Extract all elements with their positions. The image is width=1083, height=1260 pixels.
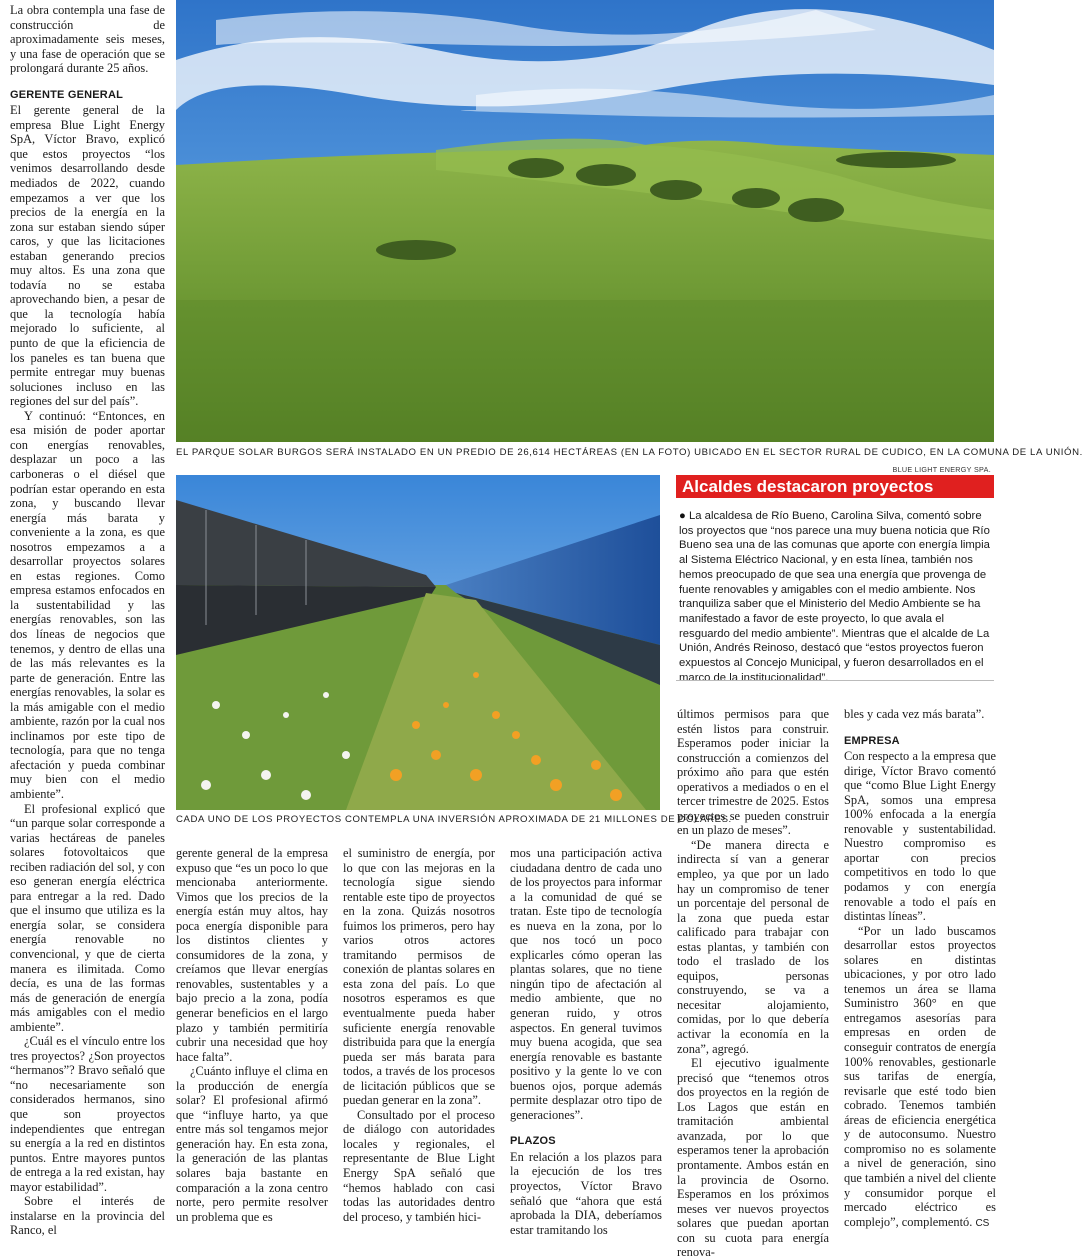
paragraph: ¿Cuánto influye el clima en la producción de energía solar? El profesional afirmó que “influye harto, ya que entre más sol tengamos mejor generación hay. En esta zona, la generación de las plantas solares baja bastante en comparación a la zona centro norte, pero permite resolver un problema que es (176, 1064, 328, 1224)
article-column-1 (10, 3, 165, 1238)
photo-solar-panels (176, 475, 660, 810)
bullet-icon: ● (679, 510, 686, 522)
end-mark-icon: CS (975, 1217, 990, 1229)
section-heading-gerente: GERENTE GENERAL (10, 88, 124, 101)
paragraph (844, 924, 996, 1231)
paragraph: mos una participación activa ciudadana dentro de cada uno de los proyectos para informar a la comunidad de qué se tratan. Este tipo de tecnología es nueva en la zona, por lo que nos tocó un poco explicarles cómo operan las plantas solares, que no tiene ningún tipo de afectación al medio ambiente, que no generan ruido, y otros aspectos. En general tuvimos muy buena acogida, que sea energía renovable es bastante positivo y la gente lo ve con buenos ojos, porque además permite desplazar otro tipo de generaciones”. (510, 846, 662, 1122)
paragraph: “De manera directa e indirecta sí van a generar empleo, ya que por un lado hay un compromiso de tener un porcentaje del personal de la zona que pueda estar calificado para trabajar con estas plantas, y también con todo el traslado de los equipos, personas construyendo, se va a necesitar alojamiento, comidas, por lo que debería activar la economía en la zona”, agregó. (677, 837, 829, 1056)
paragraph-text: “Por un lado buscamos desarrollar estos proyectos solares en distintas ubicaciones, y por otro lado tenemos un área se llama Suministro 360° en que entregamos asesorías para empresas en orden de conseguir contratos de energía 100% renovables, gestionarle sus tarifas de energía, revisarle que esté todo bien cobrado. Tenemos también áreas de eficiencia energética y de autoconsumo. Nuestro compromiso no es solamente a nivel de generación, sino que también a nivel del cliente y consumidor porque el mercado eléctrico es complejo”, complementó. (844, 923, 996, 1229)
paragraph: bles y cada vez más barata”. (844, 707, 985, 721)
paragraph: El gerente general de la empresa Blue Light Energy SpA, Víctor Bravo, explicó que estos proyectos “los venimos desarrollando desde mediados de 2022, cuando empezamos a ver que los precios de la energía en la zona sur estaban siendo súper caros, y que las licitaciones estaban generando precios muy altos. Es una zona que todavía no se estaba aprovechando bien, a pesar de que la tecnología había mejorado lo suficiente, al punto de que la eficiencia de los paneles es tan buena que permite entregar muy buenas soluciones incluso en las regiones del sur del país”. (10, 103, 165, 409)
paragraph: ¿Cuál es el vínculo entre los tres proyectos? ¿Son proyectos “hermanos”? Bravo señaló que “no necesariamente son considerados hermanos, sino que son proyectos independientes que entregan su energía a la red en distintos puntos. Entre mayores puntos de entrega a la red existan, hay mayor estabilidad”. (10, 1034, 165, 1194)
paragraph: gerente general de la empresa expuso que “es un poco lo que mencionaba anteriormente. Vimos que los precios de la energía están muy altos, hay poca energía disponible para los distintos clientes y consumidores de la zona, y creíamos que llevar energías renovables, sustentables y a bajo precio a la zona, podía generar beneficios en el largo plazo y también permitiría cubrir una necesidad que hoy hace falta”. (176, 846, 328, 1064)
paragraph: últimos permisos para que estén listos para construir. Esperamos poder iniciar la construcción a comienzos del próximo año para que estén operativos a mediados o en el tercer trimestre de 2025. Estos proyectos se pueden construir en un plazo de meses”. (677, 707, 829, 838)
article-column-6 (844, 707, 996, 1229)
sidebar-text: La alcaldesa de Río Bueno, Carolina Silva, comentó sobre los proyectos que “nos parece una muy buena noticia que Río Bueno sea una de las comunas que aporte con energía limpia al Sistema Eléctrico Nacional, y en esta línea, también nos hemos preocupado de que sea una energía que provenga de fuente renovables y amigables con el medio ambiente. Nos tranquiliza saber que el Ministerio del Medio Ambiente se ha manifestado a favor de este proyecto, lo que avala el resguardo del medio ambiente”. Mientras que el alcalde de La Unión, Andrés Reinoso, destacó que “estos proyectos fueron expuestos al Concejo Municipal, y fueron desarrollados en el marco de la institucionalidad”. (679, 510, 990, 684)
paragraph: el suministro de energía, por lo que con las mejoras en la tecnología sigue siendo rentable este tipo de proyectos en la zona. Quizás nosotros fuimos los primeros, pero hay varios otros actores tramitando permisos de conexión de plantas solares en esta zona del país. Lo que nosotros esperamos es que eventualmente pueda haber suficiente energía renovable distribuida para que la energía pueda ser más barata para todos, a través de los procesos de licitación públicos que se puedan generar en la zona”. (343, 846, 495, 1108)
photo-caption-field: EL PARQUE SOLAR BURGOS SERÁ INSTALADO EN UN PREDIO DE 26,614 HECTÁREAS (EN LA FOTO) UBICADO EN EL SECTOR RURAL DE CUDICO, EN LA COMUNA DE LA UNIÓN. (176, 447, 1083, 458)
field-photo-illustration (176, 0, 994, 442)
sidebar-title: Alcaldes destacaron proyectos (676, 475, 994, 498)
paragraph: La obra contempla una fase de construcción de aproximadamente seis meses, y una fase de operación que se prolongará durante 25 años. (10, 3, 165, 76)
article-column-5 (677, 707, 829, 1260)
article-column-4 (510, 846, 662, 1237)
paragraph: El profesional explicó que “un parque solar corresponde a varias hectáreas de paneles solares fotovoltaicos que reciben radiación del sol, y con eso generan energía eléctrica para entregar a la red. Dado que el insumo que utiliza es la energía solar, se considera energía renovable no convencional, y que de cierta manera es ilimitada. Como decía, es una de las formas más de generación de energía más amigables con el medio ambiente”. (10, 801, 165, 1034)
paragraph: En relación a los plazos para la ejecución de los tres proyectos, Víctor Bravo señaló que “ahora que está aprobada la DIA, deberíamos estar tramitando los (510, 1149, 662, 1237)
photo-credit: BLUE LIGHT ENERGY SPA. (892, 465, 991, 474)
section-heading-empresa: EMPRESA (844, 734, 900, 747)
photo-field-landscape (176, 0, 994, 442)
section-heading-plazos: PLAZOS (510, 1135, 556, 1148)
article-column-2 (176, 846, 328, 1224)
sidebar-divider (676, 680, 994, 681)
sidebar-text-block (676, 509, 994, 685)
sidebar-mayors (676, 475, 994, 684)
paragraph: El ejecutivo igualmente precisó que “tenemos otros dos proyectos en la región de Los Lagos que están en tramitación ambiental avanzada, por lo que esperamos tener la aprobación prontamente. Ambos están en la provincia de Osorno. Esperamos en los próximos meses ver nuevos proyectos solares que puedan aportan con su cuota para energía renova- (677, 1056, 829, 1260)
paragraph: Consultado por el proceso de diálogo con autoridades locales y regionales, el representante de Blue Light Energy SpA señaló que “hemos hablado con casi todas las autoridades dentro del proceso, y también hici- (343, 1107, 495, 1224)
photo-caption-panels: CADA UNO DE LOS PROYECTOS CONTEMPLA UNA INVERSIÓN APROXIMADA DE 21 MILLONES DE DÓLARES. (176, 814, 732, 825)
paragraph: Y continuó: “Entonces, en esa misión de poder aportar con energías renovables, desplazar un poco a las carboneras o el diésel que podrían estar operando en esta zona, y buscando llevar energía más barata y conveniente a la zona, es que nosotros empezamos a a desarrollar proyectos solares en estas regiones. Como empresa estamos enfocados en la sustentabilidad y las energías renovables, son las dos líneas de negocios que tenemos, y dentro de ellas una de las más relevantes es la parte de generación. Entre las energías renovables, la solar es la más amigable con el medio ambiente, razón por la cual nos inclinamos por este tipo de tecnología, para que no tenga afectación y pueda combinar muy bien con el medio ambiente”. (10, 408, 165, 801)
article-column-3 (343, 846, 495, 1224)
paragraph: Con respecto a la empresa que dirige, Víctor Bravo comentó que “como Blue Light Energy SpA, somos una empresa 100% enfocada a la energía renovable y sustentabilidad. Nuestro compromiso es aportar con precios competitivos en todo lo que podamos y con energía renovable a todo el país en distintas líneas”. (844, 749, 996, 924)
panels-photo-illustration (176, 475, 660, 810)
paragraph: Sobre el interés de instalarse en la provincia del Ranco, el (10, 1194, 165, 1238)
